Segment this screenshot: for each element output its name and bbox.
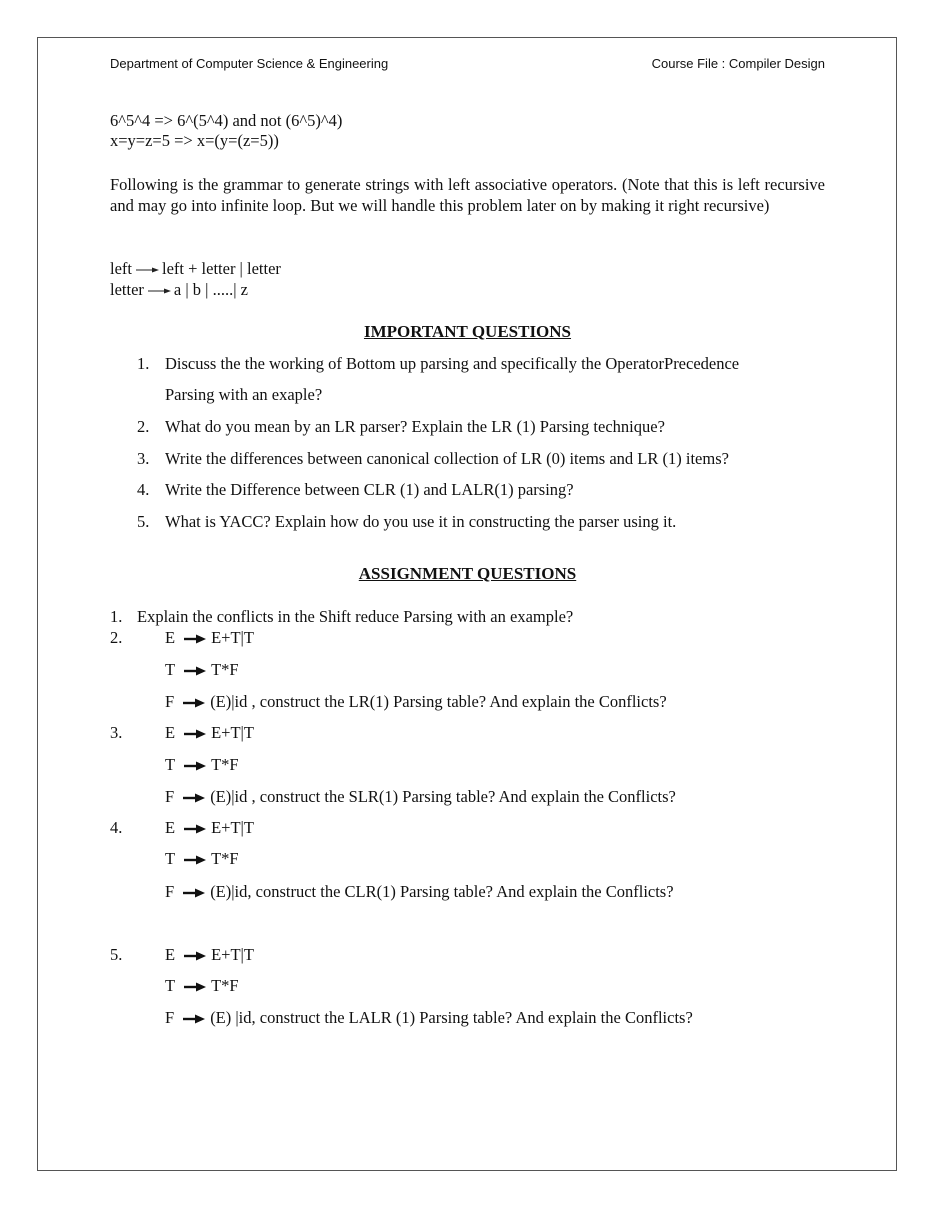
list-item-number: 1. <box>137 354 150 373</box>
production-lhs: T <box>165 660 176 679</box>
list-item-number: 2. <box>110 628 123 647</box>
production-rhs: (E) |id, construct the LALR (1) Parsing table? And explain the Conflicts? <box>210 1008 693 1027</box>
right-arrow-icon <box>183 760 207 772</box>
production-rhs: E+T|T <box>211 723 254 742</box>
production-e <box>165 818 254 838</box>
list-item: Write the differences between canonical collection of LR (0) items and LR (1) items? <box>165 449 729 468</box>
production-lhs: F <box>165 882 175 901</box>
production-f <box>165 882 674 902</box>
right-arrow-icon <box>182 697 206 709</box>
rule-lhs: letter <box>110 280 144 299</box>
header-department: Department of Computer Science & Engineering <box>110 56 389 71</box>
production-lhs: T <box>165 976 176 995</box>
right-arrow-icon <box>183 633 207 645</box>
right-arrow-icon <box>183 854 207 866</box>
production-rhs: T*F <box>211 755 239 774</box>
right-arrow-icon <box>134 265 160 275</box>
rule-lhs: left <box>110 259 132 278</box>
grammar-rule-letter <box>110 280 248 300</box>
production-e <box>165 628 254 648</box>
assignment-question-1: Explain the conflicts in the Shift reduce Parsing with an example? <box>137 607 574 626</box>
list-item: Discuss the the working of Bottom up parsing and specifically the OperatorPrecedence <box>165 354 740 373</box>
associativity-example-assign: x=y=z=5 => x=(y=(z=5)) <box>110 131 279 150</box>
production-lhs: T <box>165 849 176 868</box>
production-rhs: E+T|T <box>211 628 254 647</box>
list-item-number: 5. <box>110 945 123 964</box>
grammar-intro-paragraph: Following is the grammar to generate strings with left associative operators. (Note that this is left recursive and may go into infinite loop. But we will handle this problem later on by making it right recursive) <box>110 175 825 215</box>
right-arrow-icon <box>183 823 207 835</box>
important-questions-heading: IMPORTANT QUESTIONS <box>363 322 572 341</box>
grammar-rule-left <box>110 259 281 279</box>
production-rhs: E+T|T <box>211 945 254 964</box>
page-header <box>110 56 825 74</box>
list-item-number: 4. <box>137 480 150 499</box>
production-rhs: T*F <box>211 976 239 995</box>
right-arrow-icon <box>183 981 207 993</box>
production-rhs: E+T|T <box>211 818 254 837</box>
production-rhs: (E)|id, construct the CLR(1) Parsing table? And explain the Conflicts? <box>210 882 674 901</box>
list-item: What is YACC? Explain how do you use it in constructing the parser using it. <box>165 512 677 531</box>
right-arrow-icon <box>182 1013 206 1025</box>
production-rhs: T*F <box>211 660 239 679</box>
rule-rhs: a | b | .....| z <box>173 280 248 299</box>
right-arrow-icon <box>146 286 172 296</box>
right-arrow-icon <box>183 950 207 962</box>
header-course-file: Course File : Compiler Design <box>651 56 825 71</box>
right-arrow-icon <box>183 728 207 740</box>
production-f <box>165 787 676 807</box>
right-arrow-icon <box>183 665 207 677</box>
production-rhs: (E)|id , construct the SLR(1) Parsing table? And explain the Conflicts? <box>210 787 676 806</box>
list-item-number: 1. <box>110 607 123 626</box>
production-lhs: E <box>165 945 176 964</box>
right-arrow-icon <box>182 792 206 804</box>
list-item-number: 5. <box>137 512 150 531</box>
list-item-number: 3. <box>110 723 123 742</box>
list-item-number: 4. <box>110 818 123 837</box>
production-t <box>165 755 239 775</box>
production-lhs: E <box>165 628 176 647</box>
production-f <box>165 692 667 712</box>
list-item: What do you mean by an LR parser? Explain the LR (1) Parsing technique? <box>165 417 665 436</box>
production-lhs: E <box>165 818 176 837</box>
production-t <box>165 976 239 996</box>
production-lhs: F <box>165 1008 175 1027</box>
list-item-continuation: Parsing with an exaple? <box>165 385 323 404</box>
production-f <box>165 1008 693 1028</box>
production-lhs: F <box>165 787 175 806</box>
list-item-number: 2. <box>137 417 150 436</box>
production-t <box>165 849 239 869</box>
right-arrow-icon <box>182 887 206 899</box>
rule-rhs: left + letter | letter <box>162 259 281 278</box>
production-rhs: T*F <box>211 849 239 868</box>
list-item-number: 3. <box>137 449 150 468</box>
production-e <box>165 723 254 743</box>
production-lhs: F <box>165 692 175 711</box>
production-e <box>165 945 254 965</box>
production-lhs: E <box>165 723 176 742</box>
list-item: Write the Difference between CLR (1) and LALR(1) parsing? <box>165 480 574 499</box>
production-t <box>165 660 239 680</box>
production-rhs: (E)|id , construct the LR(1) Parsing table? And explain the Conflicts? <box>210 692 667 711</box>
associativity-example-power: 6^5^4 => 6^(5^4) and not (6^5)^4) <box>110 111 343 130</box>
assignment-questions-heading: ASSIGNMENT QUESTIONS <box>358 564 577 583</box>
production-lhs: T <box>165 755 176 774</box>
